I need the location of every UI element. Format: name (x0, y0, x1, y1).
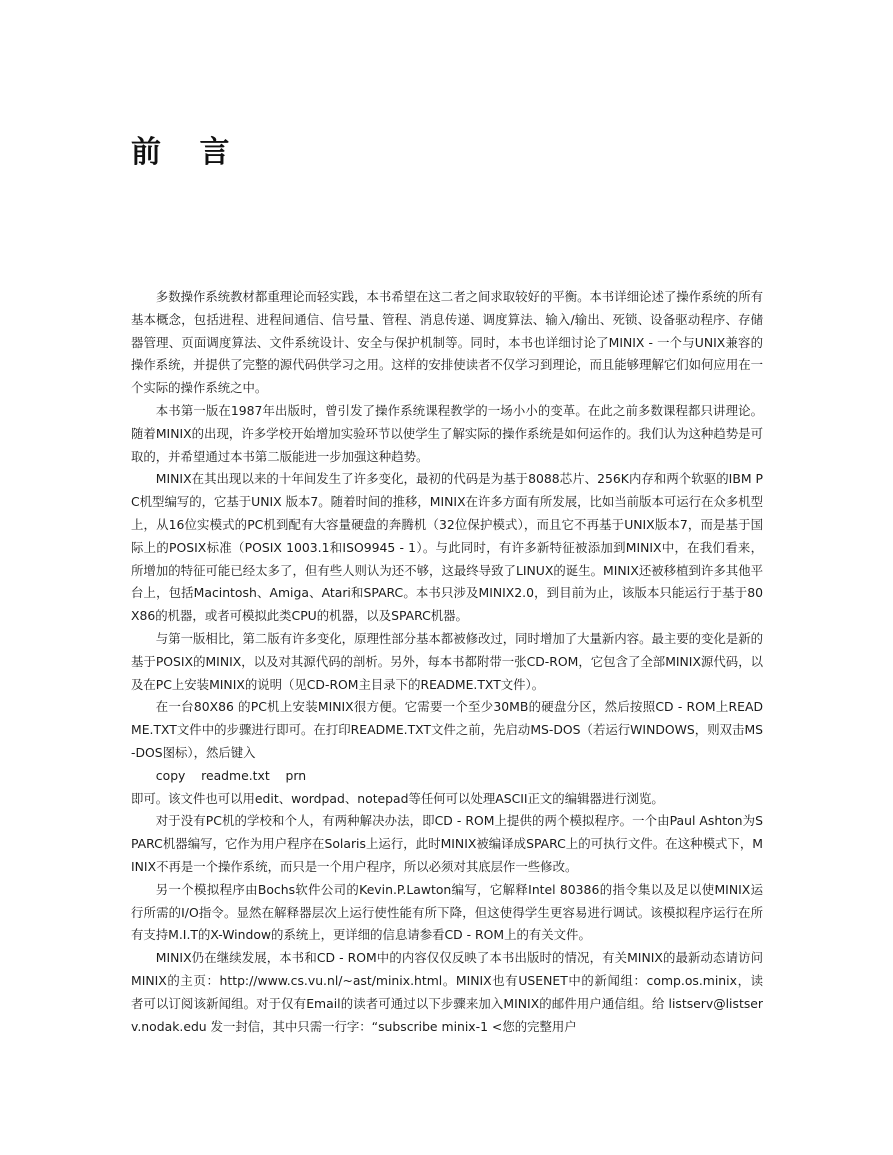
command-line: copy readme.txt prn (155, 767, 307, 783)
page-title: 前 言 (131, 135, 244, 170)
paragraph-3: MINIX在其出现以来的十年间发生了许多变化，最初的代码是为基于8088芯片、256K内存和两个软驱的IBM PC机型编写的，它基于UNIX 版本7。随着时间的推移，MINIX在许多方面有所发展，比如当前版本可运行在众多机型上，从16位实模式的PC机到配有大容量硬盘的奔腾机（32位保护模式），而且它不再基于UNIX版本7，而是基于国际上的POSIX标准（POSIX 1003.1和ISO9945 - 1）。与此同时，有许多新特征被添加到MINIX中，在我们看来，所增加的特征可能已经太多了，但有些人则认为还不够，这最终导致了LINUX的诞生。MINIX还被移植到许多其他平台上，包括Macintosh、Amiga、Atari和SPARC。本书只涉及MINIX2.0，到目前为止，该版本只能运行于基于80X86的机器，或者可模拟此类CPU的机器，以及SPARC机器。 (131, 471, 763, 624)
paragraph-1: 多数操作系统教材都重理论而轻实践，本书希望在这二者之间求取较好的平衡。本书详细论述了操作系统的所有基本概念，包括进程、进程间通信、信号量、管程、消息传递、调度算法、输入/输出、死锁、设备驱动程序、存储器管理、页面调度算法、文件系统设计、安全与保护机制等。同时，本书也详细讨论了MINIX - 一个与UNIX兼容的操作系统，并提供了完整的源代码供学习之用。这样的安排使读者不仅学习到理论，而且能够理解它们如何应用在一个实际的操作系统之中。 (131, 289, 763, 396)
paragraph-4: 与第一版相比，第二版有许多变化，原理性部分基本都被修改过，同时增加了大量新内容。最主要的变化是新的基于POSIX的MINIX，以及对其源代码的剖析。另外，每本书都附带一张CD-ROM，它包含了全部MINIX源代码，以及在PC上安装MINIX的说明（见CD-ROM主目录下的README.TXT文件）。 (131, 630, 763, 692)
paragraph-7: 另一个模拟程序由Bochs软件公司的Kevin.P.Lawton编写，它解释Intel 80386的指令集以及足以使MINIX运行所需的I/O指令。显然在解释器层次上运行使性能有所下降，但这使得学生更容易进行调试。该模拟程序运行在所有支持M.I.T的X-Window的系统上，更详细的信息请参看CD - ROM上的有关文件。 (131, 881, 763, 943)
paragraph-continuation: 即可。该文件也可以用edit、wordpad、notepad等任何可以处理ASCII正文的编辑器进行浏览。 (131, 790, 664, 806)
paragraph-6: 对于没有PC机的学校和个人，有两种解决办法，即CD - ROM上提供的两个模拟程序。一个由Paul Ashton为SPARC机器编写，它作为用户程序在Solaris上运行，此时MINIX被编译成SPARC上的可执行文件。在这种模式下，MINIX不再是一个操作系统，而只是一个用户程序，所以必须对其底层作一些修改。 (131, 813, 763, 874)
paragraph-5: 在一台80X86 的PC机上安装MINIX很方便。它需要一个至少30MB的硬盘分区，然后按照CD - ROM上README.TXT文件中的步骤进行即可。在打印README.TXT文件之前，先启动MS-DOS（若运行WINDOWS，则双击MS-DOS图标），然后键入 (131, 699, 763, 760)
preface-body (131, 286, 763, 1038)
paragraph-8: MINIX仍在继续发展，本书和CD - ROM中的内容仅仅反映了本书出版时的情况，有关MINIX的最新动态请访问MINIX的主页：http://www.cs.vu.nl/~ast/minix.html。MINIX也有USENET中的新闻组：comp.os.minix，读者可以订阅该新闻组。对于仅有Email的读者可通过以下步骤来加入MINIX的邮件用户通信组。给 listserv@listserv.nodak.edu 发一封信，其中只需一行字：“subscribe minix-1 <您的完整用户 (131, 950, 763, 1034)
paragraph-2: 本书第一版在1987年出版时，曾引发了操作系统课程教学的一场小小的变革。在此之前多数课程都只讲理论。随着MINIX的出现，许多学校开始增加实验环节以使学生了解实际的操作系统是如何运作的。我们认为这种趋势是可取的，并希望通过本书第二版能进一步加强这种趋势。 (131, 402, 763, 464)
